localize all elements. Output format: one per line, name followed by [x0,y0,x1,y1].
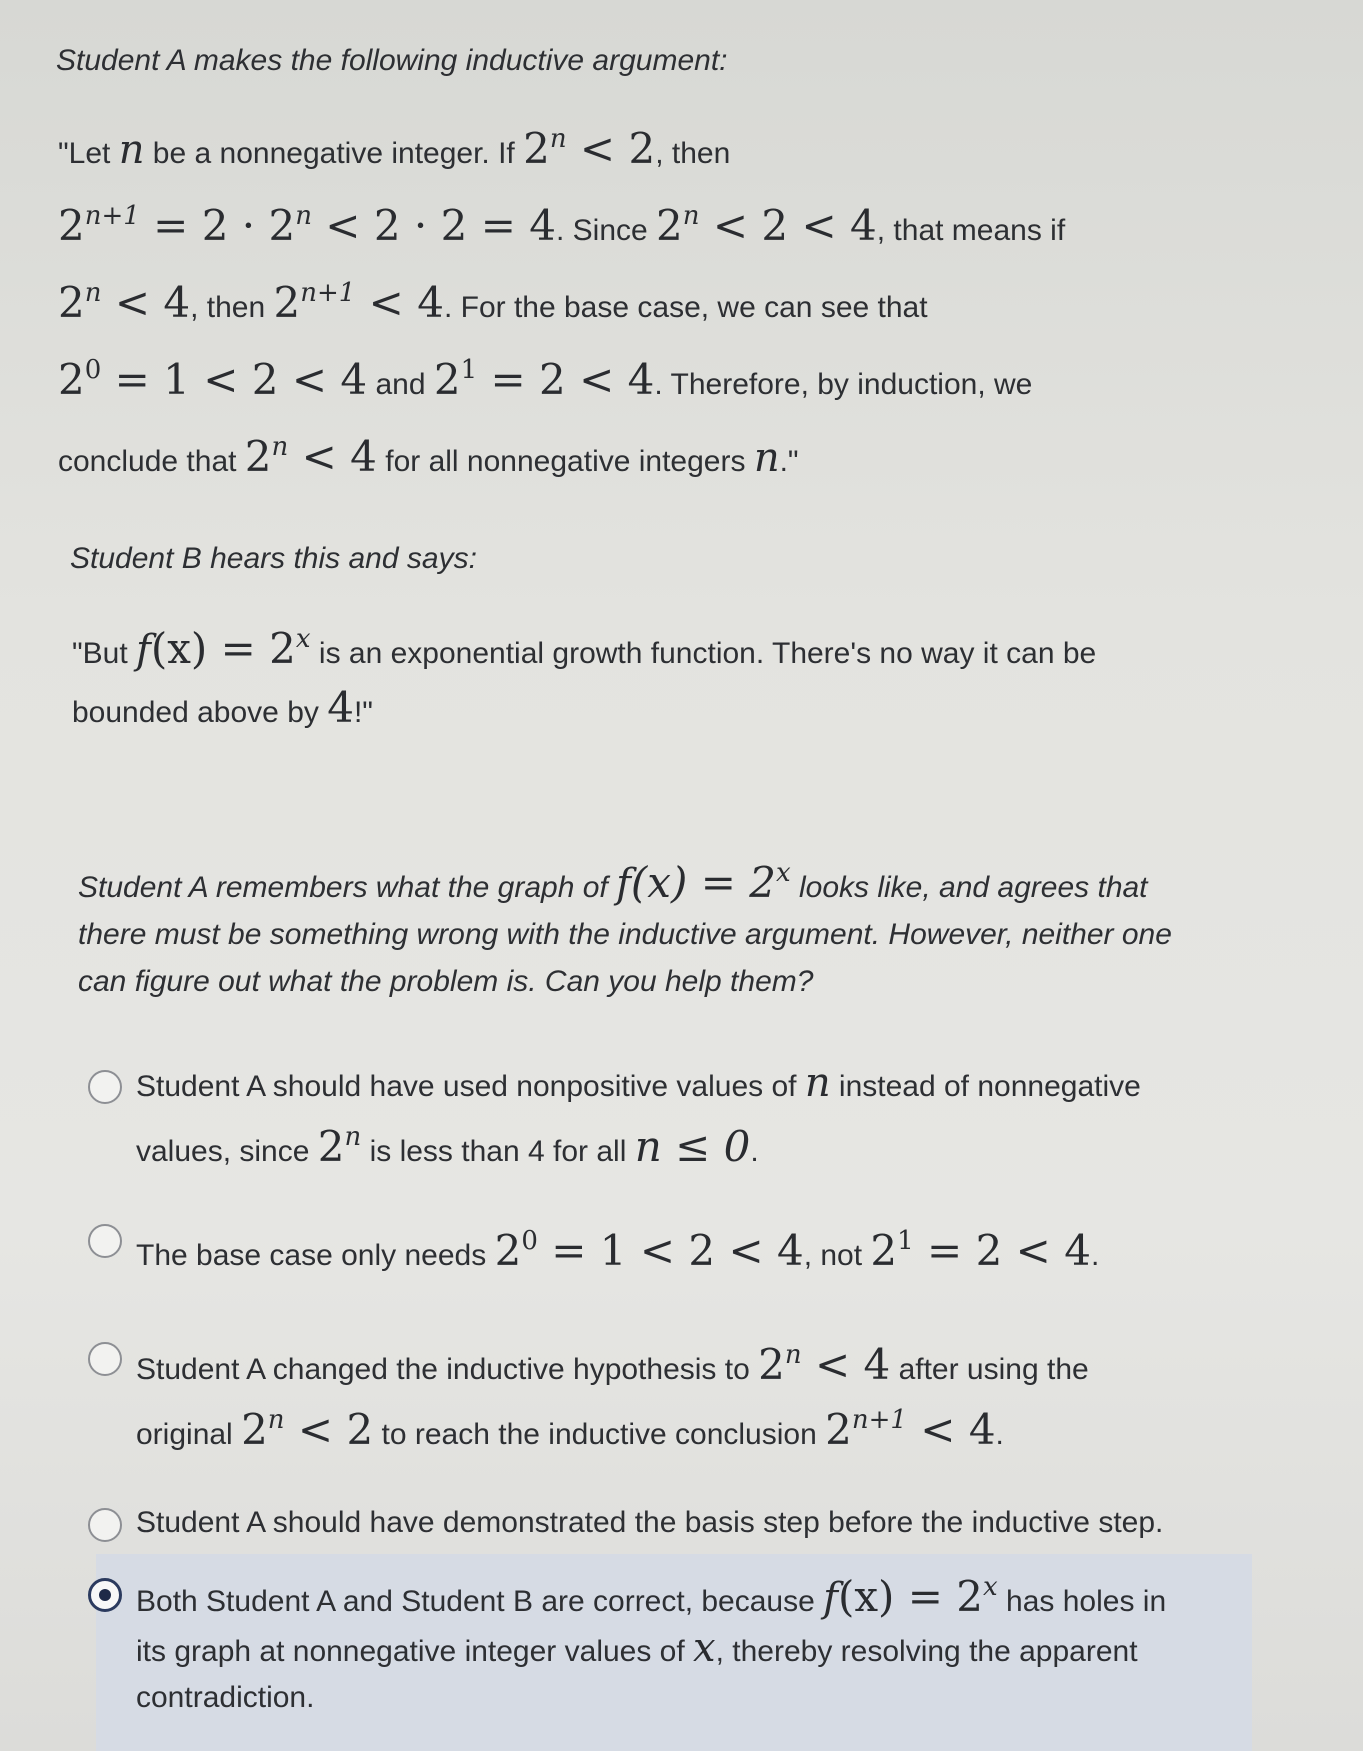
math: 2 [494,1226,522,1275]
text: instead of nonnegative [830,1070,1141,1103]
text: , thereby resolving the apparent [715,1635,1138,1668]
math: 2 [870,1226,898,1275]
text: "But [72,637,137,670]
math: 2 [825,1405,852,1454]
radio-button-selected[interactable] [88,1578,122,1612]
text: original [136,1418,242,1451]
text: for all nonnegative integers [376,445,754,478]
text: has holes in [997,1585,1167,1618]
text: conclude that [58,445,245,478]
math: (x) = 2 [837,1572,984,1621]
text: looks like, and agrees that [790,871,1148,904]
student-b-intro: Student B hears this and says: [70,542,477,575]
math: 2 [273,278,301,327]
math: < 4 [101,278,191,327]
math-expr [838,1572,998,1621]
math-expr [58,278,190,327]
math: 2 [433,355,461,404]
math: 2 [523,124,550,173]
math-n: n [804,1060,831,1106]
math: 4 [327,683,354,732]
math-sup: n [682,201,700,231]
math-n: n [753,435,780,481]
math-expr [274,278,444,327]
text: . Since [555,214,657,247]
math: 2 [656,201,683,250]
math-f: f [136,627,151,673]
text: after using the [890,1353,1089,1386]
math: 2 [244,432,272,481]
text: values, since [136,1135,318,1168]
text: is less than 4 for all [361,1135,635,1168]
text: and [367,368,434,401]
option-label[interactable]: Student A should have demonstrated the basis step before the inductive step. [136,1506,1164,1539]
math: < 2 < 4 [699,201,877,250]
text: be a nonnegative integer. If [144,137,524,170]
math-expr [318,1122,361,1171]
math: = 2 < 4 [913,1226,1091,1275]
math-sup: n [267,1405,285,1435]
math-sup: n [549,124,567,154]
math: < 2 [566,124,656,173]
text: Both Student A and Student B are correct, because [136,1585,824,1618]
text: to reach the inductive conclusion [373,1418,826,1451]
text: . [750,1135,759,1168]
math-expr [241,1405,373,1454]
text: !" [353,696,373,729]
math-expr [825,1405,995,1454]
math-expr [58,355,367,404]
option-label[interactable] [136,1564,1252,1721]
math-sup: 1 [897,1226,914,1256]
math: n ≤ 0 [634,1122,751,1171]
text: contradiction. [136,1681,315,1714]
math-sup: x [295,624,311,654]
text: bounded above by [72,696,328,729]
math: (x) = 2 [150,624,296,673]
math-expr [631,858,791,907]
math: 2 [58,201,85,250]
math-sup: n+1 [300,278,356,308]
question-text [78,850,1258,1005]
math-f: f [616,861,631,907]
math-expr [656,201,877,250]
math-expr [434,355,655,404]
math: = 1 < 2 < 4 [537,1226,804,1275]
math: (x) = 2 [630,858,776,907]
math: < 4 [355,278,444,327]
text: can figure out what the problem is. Can you help them? [78,965,814,998]
radio-button[interactable] [88,1224,122,1258]
math-expr [758,1340,890,1389]
text: . For the base case, we can see that [443,291,928,324]
text: Student A remembers what the graph of [78,871,617,904]
math: < 2 [284,1405,374,1454]
math-sup: n+1 [84,201,140,231]
student-a-intro: Student A makes the following inductive argument: [56,44,728,77]
math: < 4 [906,1405,996,1454]
text: . [995,1418,1004,1451]
text: . Therefore, by induction, we [654,368,1033,401]
option-label[interactable] [136,1330,1252,1460]
radio-button[interactable] [88,1342,122,1376]
math-sup: 0 [521,1226,538,1256]
math-sup: n [295,201,312,231]
option-label[interactable] [136,1216,1252,1281]
text: , then [190,291,274,324]
math-sup: 0 [84,355,102,385]
text: Student A changed the inductive hypothesis to [136,1353,759,1386]
math-sup: n [84,278,102,308]
text: "Let [58,137,119,170]
text: is an exponential growth function. There's no way it can be [310,637,1097,670]
math-sup: n [344,1122,362,1152]
option-label[interactable] [136,1058,1252,1177]
math-sup: 1 [460,355,478,385]
text: The base case only needs [136,1239,495,1272]
math: = 2 < 4 [477,355,655,404]
radio-button[interactable] [88,1508,122,1542]
math-expr [870,1226,1091,1275]
math-x: x [693,1625,716,1671]
math-sup: x [983,1572,998,1602]
math-sup: x [775,858,791,888]
math-f: f [823,1575,838,1621]
math: = 1 < 2 < 4 [101,355,368,404]
math-n: n [118,127,145,173]
math: 2 [58,278,85,327]
text: its graph at nonnegative integer values of [136,1635,694,1668]
math: 2 [758,1340,785,1389]
math-sup: n [271,432,289,462]
math-expr [151,624,311,673]
radio-button[interactable] [88,1070,122,1104]
math-expr [58,201,556,250]
math-expr [523,124,655,173]
text: , that means if [876,214,1066,247]
text: ." [779,445,799,478]
math-expr [245,432,377,481]
math-expr [495,1226,804,1275]
math: 2 [317,1122,345,1171]
math-sup: n [784,1340,802,1370]
math: < 4 [288,432,377,481]
text: . [1090,1239,1100,1272]
math: 2 [241,1405,268,1454]
text: Student A should have used nonpositive values of [136,1070,805,1103]
student-a-argument [58,108,1238,493]
math: = 2 · 2 [139,201,296,250]
math: < 2 · 2 = 4 [311,201,556,250]
math: 2 [58,355,85,404]
math-sup: n+1 [851,1405,907,1435]
math: < 4 [801,1340,891,1389]
text: , then [655,137,731,170]
student-b-argument [72,612,1232,740]
text: , not [803,1239,871,1272]
text: there must be something wrong with the inductive argument. However, neither one [78,918,1172,951]
